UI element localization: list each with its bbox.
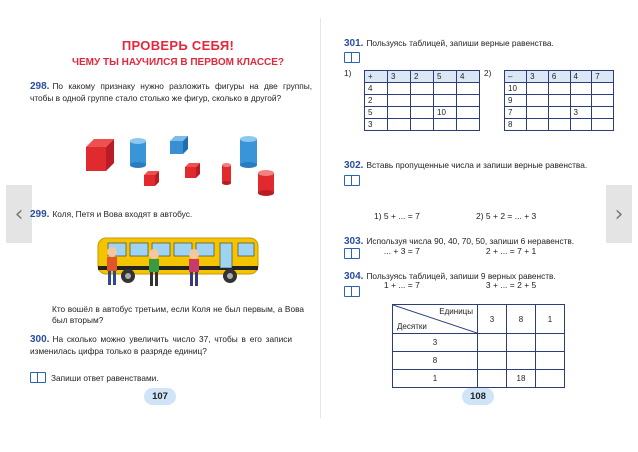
table-cell bbox=[527, 83, 549, 95]
table-row bbox=[365, 71, 480, 83]
table-cell bbox=[457, 119, 480, 131]
task-text: Коля, Петя и Вова входят в автобус. bbox=[52, 209, 193, 219]
table-cell bbox=[507, 334, 536, 352]
units-label: Единицы bbox=[439, 307, 473, 316]
equation-line: 1 + ... = 7 bbox=[383, 280, 420, 290]
left-page bbox=[30, 28, 316, 418]
table-cell: 10 bbox=[434, 107, 457, 119]
table-cell bbox=[548, 107, 570, 119]
task-number: 299. bbox=[30, 209, 50, 220]
table-cell bbox=[507, 352, 536, 370]
table-row bbox=[365, 119, 480, 131]
book-icon bbox=[344, 175, 360, 186]
table-cell bbox=[592, 95, 614, 107]
table-cell: 3 bbox=[388, 71, 411, 83]
task-number: 303. bbox=[344, 236, 364, 247]
table-cell bbox=[536, 352, 565, 370]
table-cell: 2 bbox=[365, 95, 388, 107]
table-row bbox=[505, 119, 614, 131]
task-300 bbox=[30, 334, 292, 356]
chevron-right-icon: › bbox=[614, 201, 624, 227]
table-cell bbox=[411, 107, 434, 119]
task-298 bbox=[30, 81, 312, 103]
table-cell: 8 bbox=[505, 119, 527, 131]
child-figure-icon bbox=[107, 247, 117, 285]
shapes-illustration bbox=[80, 133, 290, 197]
book-icon bbox=[344, 52, 360, 63]
task-303 bbox=[344, 236, 610, 248]
table-cell bbox=[388, 95, 411, 107]
table-cell bbox=[570, 83, 592, 95]
table-row bbox=[505, 95, 614, 107]
table-cell bbox=[570, 119, 592, 131]
bus-illustration bbox=[90, 230, 270, 290]
red-cube-icon bbox=[185, 163, 200, 178]
page-number: 108 bbox=[462, 388, 494, 405]
table-cell: 3 bbox=[527, 71, 549, 83]
table-row bbox=[505, 71, 614, 83]
task-text: Пользуясь таблицей, запиши 9 верных равенств. bbox=[366, 271, 556, 281]
table-cell: 10 bbox=[505, 83, 527, 95]
book-icon bbox=[344, 286, 360, 297]
header-corner-cell bbox=[393, 305, 478, 334]
red-cylinder-icon bbox=[258, 170, 274, 196]
right-page bbox=[328, 28, 614, 418]
table-cell: 4 bbox=[457, 71, 480, 83]
table-cell: 7 bbox=[505, 107, 527, 119]
table-cell bbox=[478, 370, 507, 388]
table-cell bbox=[527, 107, 549, 119]
table-cell: 7 bbox=[592, 71, 614, 83]
table-cell bbox=[457, 83, 480, 95]
table-cell bbox=[434, 119, 457, 131]
book-icon bbox=[344, 248, 360, 259]
task-number: 300. bbox=[30, 334, 50, 345]
table-cell bbox=[592, 119, 614, 131]
table-cell: + bbox=[365, 71, 388, 83]
page-divider bbox=[320, 18, 321, 418]
table-cell: 9 bbox=[505, 95, 527, 107]
table-cell: 4 bbox=[365, 83, 388, 95]
table-1-label: 1) bbox=[344, 68, 352, 78]
task-text: Пользуясь таблицей, запиши верные равенства. bbox=[366, 38, 554, 48]
table-cell bbox=[592, 83, 614, 95]
table-cell bbox=[527, 95, 549, 107]
table-cell: 8 bbox=[393, 352, 478, 370]
table-row bbox=[393, 352, 565, 370]
table-2-label: 2) bbox=[484, 68, 492, 78]
table-cell: 18 bbox=[507, 370, 536, 388]
child-figure-icon bbox=[149, 249, 159, 286]
table-cell bbox=[536, 370, 565, 388]
child-figure-icon bbox=[189, 249, 199, 286]
header-cell: 3 bbox=[478, 305, 507, 334]
task-302 bbox=[344, 160, 610, 172]
table-cell: 3 bbox=[365, 119, 388, 131]
addition-table bbox=[364, 70, 480, 131]
table-cell bbox=[536, 334, 565, 352]
table-cell bbox=[388, 107, 411, 119]
table-cell bbox=[592, 107, 614, 119]
equation-line: 3 + ... = 2 + 5 bbox=[485, 280, 537, 290]
task-300-note bbox=[30, 372, 292, 384]
table-cell bbox=[548, 119, 570, 131]
table-cell bbox=[411, 119, 434, 131]
page-title: ПРОВЕРЬ СЕБЯ! bbox=[121, 38, 235, 53]
blue-cylinder-icon bbox=[130, 138, 146, 168]
table-cell: 6 bbox=[548, 71, 570, 83]
blue-cube-icon bbox=[170, 136, 188, 154]
table-cell bbox=[434, 95, 457, 107]
table-cell bbox=[570, 95, 592, 107]
task-299-question: Кто вошёл в автобус третьим, если Коля не был первым, а Вова был вторым? bbox=[52, 304, 304, 325]
table-row bbox=[393, 370, 565, 388]
table-cell: 2 bbox=[411, 71, 434, 83]
table-cell bbox=[548, 95, 570, 107]
table-cell: 5 bbox=[365, 107, 388, 119]
table-row bbox=[505, 107, 614, 119]
table-row bbox=[365, 107, 480, 119]
task-text: Используя числа 90, 40, 70, 50, запиши 6 неравенств. bbox=[366, 236, 575, 246]
table-cell: 4 bbox=[570, 71, 592, 83]
note-text: Запиши ответ равенствами. bbox=[51, 373, 159, 383]
equation-line: 2) 5 + 2 = ... + 3 bbox=[476, 211, 537, 221]
header-cell: 8 bbox=[507, 305, 536, 334]
page-number: 107 bbox=[144, 388, 176, 405]
task-text: На сколько можно увеличить число 37, чтобы в его записи изменилась цифра только в разряде единиц? bbox=[30, 334, 292, 356]
table-row bbox=[365, 83, 480, 95]
equation-line: 1) 5 + ... = 7 bbox=[374, 211, 420, 221]
table-cell: 1 bbox=[393, 370, 478, 388]
red-cube-icon bbox=[86, 139, 114, 171]
table-row bbox=[393, 334, 565, 352]
table-cell bbox=[478, 334, 507, 352]
school-bus-icon bbox=[98, 238, 258, 283]
page-subtitle: ЧЕМУ ТЫ НАУЧИЛСЯ В ПЕРВОМ КЛАССЕ? bbox=[71, 57, 285, 68]
tens-units-table bbox=[392, 304, 565, 388]
subtraction-table bbox=[504, 70, 614, 131]
prev-page-button[interactable] bbox=[6, 185, 32, 243]
table-row bbox=[505, 83, 614, 95]
task-number: 301. bbox=[344, 38, 364, 49]
table-cell bbox=[388, 119, 411, 131]
table-cell bbox=[411, 95, 434, 107]
equation-line: 2 + ... = 7 + 1 bbox=[485, 245, 537, 256]
table-cell bbox=[457, 107, 480, 119]
task-number: 304. bbox=[344, 271, 364, 282]
equations-col-1 bbox=[374, 188, 420, 315]
task-number: 298. bbox=[30, 81, 50, 92]
table-cell bbox=[548, 83, 570, 95]
table-row bbox=[365, 95, 480, 107]
red-cylinder-icon bbox=[222, 163, 231, 185]
red-cube-icon bbox=[144, 171, 159, 186]
chevron-left-icon: ‹ bbox=[14, 201, 24, 227]
table-cell bbox=[388, 83, 411, 95]
tens-label: Десятки bbox=[397, 322, 427, 331]
header-cell: 1 bbox=[536, 305, 565, 334]
task-299 bbox=[30, 209, 312, 221]
table-cell: 3 bbox=[393, 334, 478, 352]
equation-line: ... + 3 = 7 bbox=[383, 245, 420, 256]
table-cell: – bbox=[505, 71, 527, 83]
task-text: Вставь пропущенные числа и запиши верные равенства. bbox=[366, 160, 588, 170]
blue-cylinder-icon bbox=[240, 136, 257, 168]
table-cell bbox=[411, 83, 434, 95]
table-cell: 5 bbox=[434, 71, 457, 83]
table-cell bbox=[527, 119, 549, 131]
equations-col-2 bbox=[476, 188, 536, 315]
task-301 bbox=[344, 38, 610, 50]
task-number: 302. bbox=[344, 160, 364, 171]
table-cell bbox=[478, 352, 507, 370]
table-cell bbox=[457, 95, 480, 107]
book-icon bbox=[30, 372, 46, 383]
table-cell: 3 bbox=[570, 107, 592, 119]
table-cell bbox=[434, 83, 457, 95]
task-304 bbox=[344, 271, 610, 283]
task-text: По какому признаку нужно разложить фигуры на две группы, чтобы в одной группе стало столько же фигур, сколько в другой? bbox=[30, 81, 312, 103]
